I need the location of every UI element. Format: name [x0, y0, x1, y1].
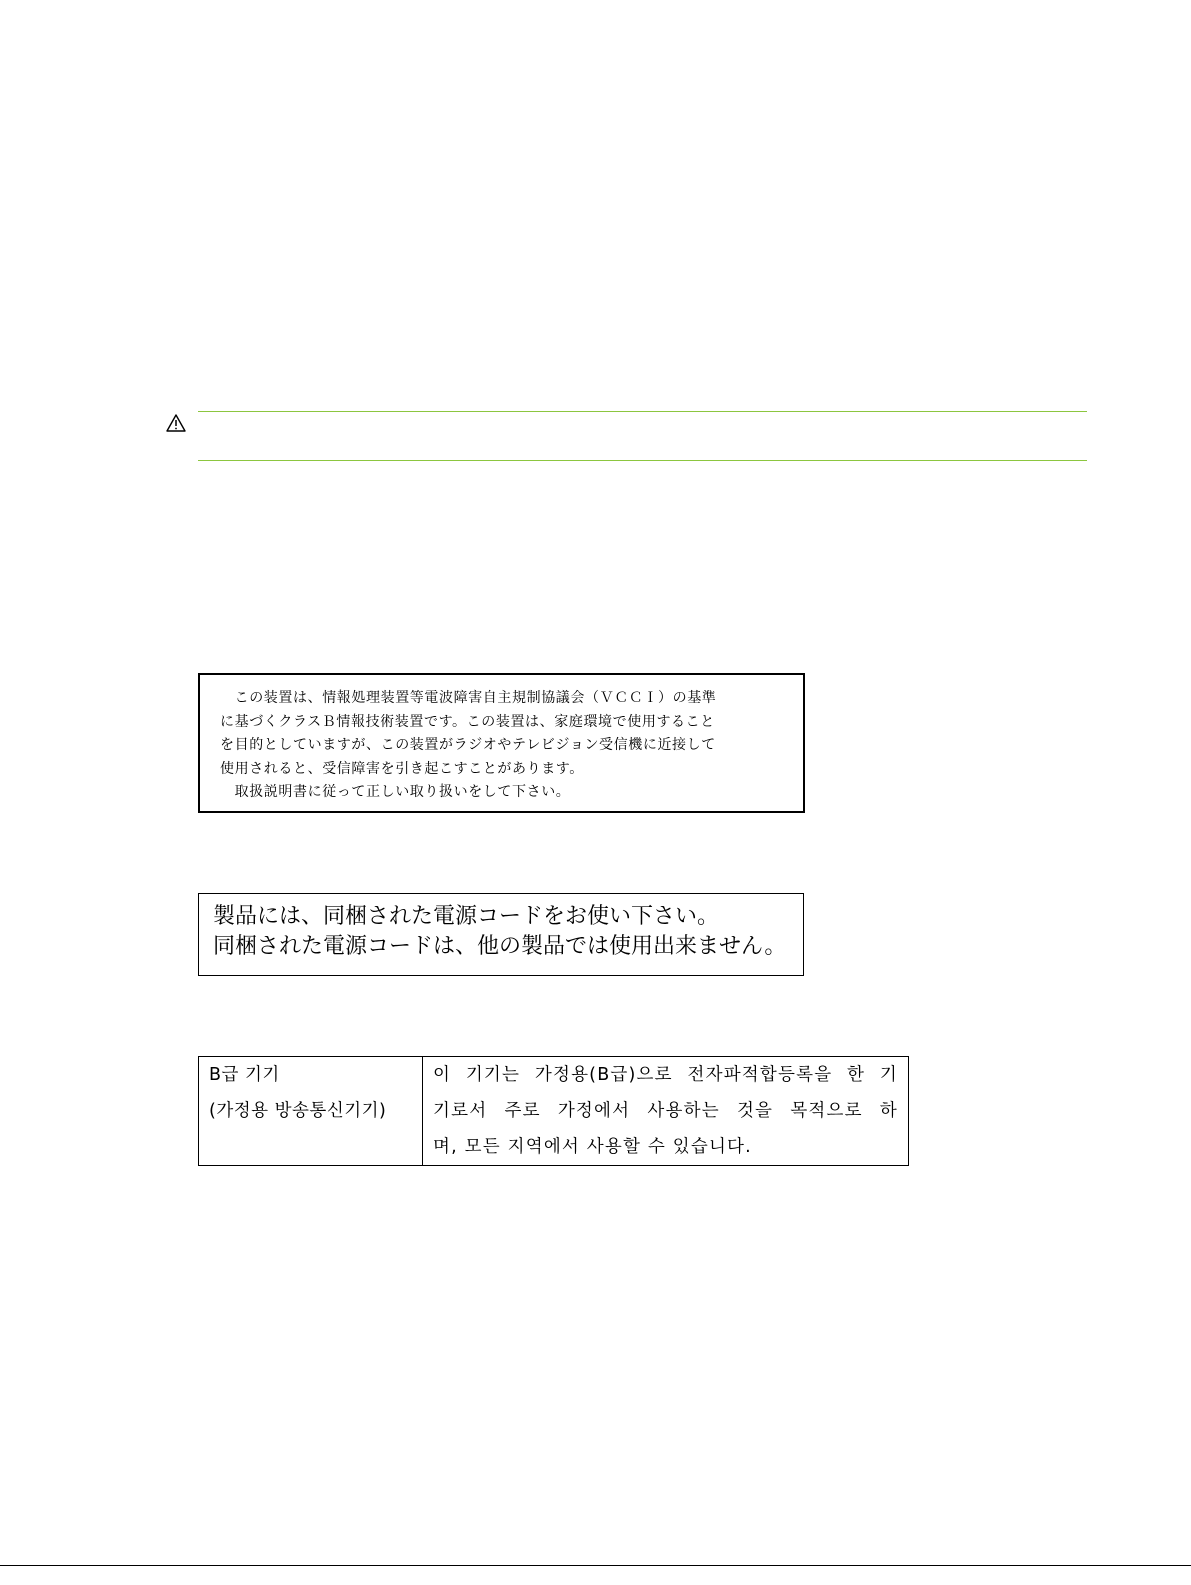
vcci-line: この装置は、情報処理装置等電波障害自主規制協議会（ＶＣＣＩ）の基準 [220, 690, 717, 706]
power-cord-line: 同梱された電源コードは、他の製品では使用出来ません。 [213, 934, 787, 959]
power-cord-line: 製品には、同梱された電源コードをお使い下さい。 [213, 904, 720, 929]
power-cord-notice-box [198, 893, 804, 976]
korean-right-line: 기로서 주로 가정에서 사용하는 것을 목적으로 하 [433, 1101, 898, 1121]
vcci-line: 使用されると、受信障害を引き起こすことがあります。 [220, 760, 584, 777]
vcci-line: 取扱説明書に従って正しい取り扱いをして下さい。 [220, 784, 571, 800]
power-cord-notice-text [213, 902, 786, 962]
korean-class-b-table [198, 1056, 909, 1166]
warning-rule-top [198, 411, 1087, 412]
korean-left-line: B급 기기 [209, 1065, 280, 1085]
vcci-line: に基づくクラスＢ情報技術装置です。この装置は、家庭環境で使用すること [220, 713, 715, 730]
vcci-line: を目的としていますが、この装置がラジオやテレビジョン受信機に近接して [220, 737, 716, 753]
korean-right-line: 며, 모든 지역에서 사용할 수 있습니다. [433, 1137, 752, 1157]
korean-left-line: (가정용 방송통신기기) [209, 1101, 387, 1121]
korean-right-line: 이 기기는 가정용(B급)으로 전자파적합등록을 한 기 [433, 1065, 898, 1085]
footer-rule [0, 1565, 1191, 1566]
korean-device-class-cell [199, 1057, 423, 1166]
warning-triangle-icon [166, 414, 186, 432]
vcci-notice-box [198, 673, 805, 813]
warning-rule-bottom [198, 460, 1087, 461]
korean-description-cell [423, 1057, 909, 1166]
vcci-notice-text [220, 687, 786, 805]
table-row [199, 1057, 909, 1166]
